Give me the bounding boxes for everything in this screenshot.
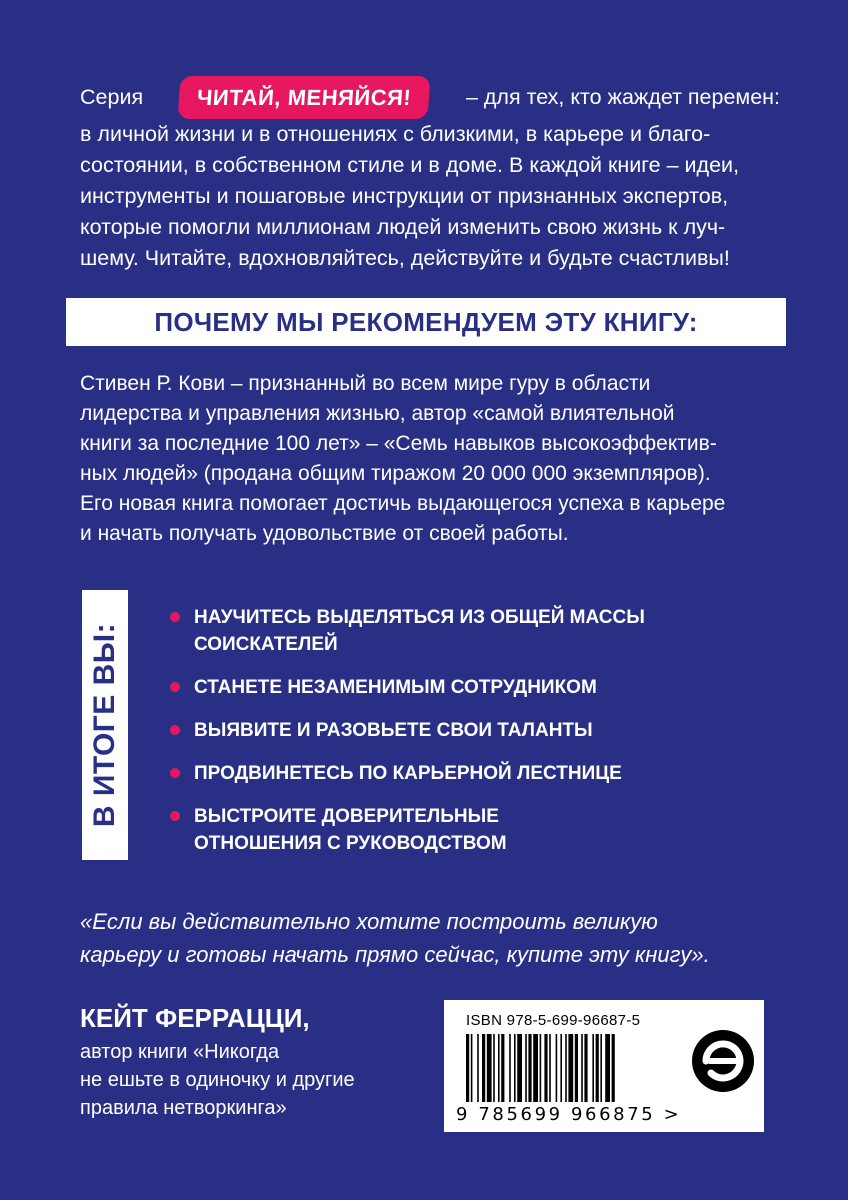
benefit-text: ПРОДВИНЕТЕСЬ ПО КАРЬЕРНОЙ ЛЕСТНИЦЕ: [194, 763, 622, 784]
barcode-bar: [584, 1034, 587, 1102]
benefit-text: ОТНОШЕНИЯ С РУКОВОДСТВОМ: [194, 833, 507, 854]
benefit-item: [170, 674, 770, 701]
barcode-bar: [517, 1034, 522, 1102]
barcode-bar: [568, 1034, 573, 1102]
barcode-bar: [612, 1034, 615, 1102]
intro-line: в личной жизни и в отношениях с близкими, в карьере и благо-: [80, 122, 711, 146]
benefits-list: [170, 604, 770, 873]
quote-line: карьеру и готовы начать прямо сейчас, купите эту книгу».: [80, 942, 710, 967]
barcode-bar: [528, 1034, 531, 1102]
barcode-bar: [540, 1034, 542, 1102]
barcode-bar: [605, 1034, 610, 1102]
bullet-dot-icon: [170, 682, 180, 692]
intro-line: шему. Читайте, вдохновляйтесь, действуйте и будьте счастливы!: [80, 246, 730, 270]
bullet-dot-icon: [170, 725, 180, 735]
benefit-item: [170, 760, 770, 787]
barcode-bar: [471, 1034, 473, 1102]
barcode-bar: [514, 1034, 516, 1102]
publisher-logo-icon: [690, 1028, 756, 1094]
intro-line: состоянии, в собственном стиле и в доме. В каждой книге – идеи,: [80, 153, 740, 177]
bullet-dot-icon: [170, 811, 180, 821]
barcode-bar: [581, 1034, 583, 1102]
barcode-bar: [600, 1034, 602, 1102]
barcode-bar: [560, 1034, 562, 1102]
why-recommend-banner: [66, 298, 786, 346]
benefit-text: ВЫСТРОИТЕ ДОВЕРИТЕЛЬНЫЕ: [194, 806, 499, 827]
testimonial-quote: [80, 905, 780, 971]
bullet-dot-icon: [170, 768, 180, 778]
barcode-bar: [501, 1034, 504, 1102]
quote-author-name: КЕЙТ ФЕРРАЦЦИ,: [80, 1003, 310, 1033]
author-desc-line: правила нетворкинга»: [80, 1097, 287, 1119]
barcode-digits: 9 785699 966875 >: [456, 1104, 682, 1125]
why-recommend-title: ПОЧЕМУ МЫ РЕКОМЕНДУЕМ ЭТУ КНИГУ:: [154, 306, 698, 337]
series-badge: ЧИТАЙ, МЕНЯЙСЯ!: [178, 76, 431, 119]
barcode-bar: [493, 1034, 495, 1102]
barcode-bar: [544, 1034, 547, 1102]
benefit-item: [170, 604, 770, 658]
barcode-bar: [525, 1034, 527, 1102]
barcode-bars: [466, 1034, 676, 1102]
benefit-text: ВЫЯВИТЕ И РАЗОВЬЕТЕ СВОИ ТАЛАНТЫ: [194, 720, 593, 741]
intro-line: инструменты и пошаговые инструкции от признанных экспертов,: [80, 184, 729, 208]
barcode-bar: [556, 1034, 558, 1102]
benefit-text: СТАНЕТЕ НЕЗАМЕНИМЫМ СОТРУДНИКОМ: [194, 677, 597, 698]
barcode-bar: [498, 1034, 500, 1102]
about-book: [80, 369, 780, 549]
benefit-item: [170, 717, 770, 744]
series-lead: Серия: [80, 85, 144, 109]
benefit-text: НАУЧИТЕСЬ ВЫДЕЛЯТЬСЯ ИЗ ОБЩЕЙ МАССЫ СОИСКАТЕЛЕЙ: [194, 607, 645, 655]
result-vertical-tab: [82, 590, 128, 860]
barcode-bar: [466, 1034, 469, 1102]
barcode-bar: [509, 1034, 511, 1102]
benefit-item: [170, 803, 770, 857]
series-intro: [80, 76, 780, 274]
barcode-bar: [592, 1034, 594, 1102]
series-lead-rest: – для тех, кто жаждет перемен:: [465, 85, 780, 109]
barcode-bar: [477, 1034, 479, 1102]
about-line: Его новая книга помогает достичь выдающегося успеха в карьере: [80, 492, 726, 515]
series-intro-first-line: [80, 76, 780, 119]
barcode-panel: [444, 1000, 764, 1132]
barcode-bar: [482, 1034, 485, 1102]
result-title: В ИТОГЕ ВЫ:: [88, 622, 121, 828]
author-desc-line: автор книги «Никогда: [80, 1041, 280, 1063]
barcode-bar: [487, 1034, 492, 1102]
barcode-bar: [533, 1034, 538, 1102]
author-desc-line: не ешьте в одиночку и другие: [80, 1069, 355, 1091]
barcode-bar: [549, 1034, 551, 1102]
quote-line: «Если вы действительно хотите построить великую: [80, 909, 658, 934]
barcode-bar: [575, 1034, 578, 1102]
about-line: ных людей» (продана общим тиражом 20 000 000 экземпляров).: [80, 462, 711, 485]
about-line: книги за последние 100 лет» – «Семь навыков высокоэффектив-: [80, 432, 717, 455]
barcode-bar: [565, 1034, 567, 1102]
bullet-dot-icon: [170, 612, 180, 622]
about-line: и начать получать удовольствие от своей работы.: [80, 522, 569, 545]
barcode-bar: [596, 1034, 599, 1102]
intro-line: которые помогли миллионам людей изменить свою жизнь к луч-: [80, 215, 726, 239]
isbn-label: ISBN 978-5-699-96687-5: [466, 1012, 641, 1029]
about-line: Стивен Р. Кови – признанный во всем мире гуру в области: [80, 372, 651, 395]
about-line: лидерства и управления жизнью, автор «самой влиятельной: [80, 402, 675, 425]
quote-author-description: [80, 1038, 410, 1122]
